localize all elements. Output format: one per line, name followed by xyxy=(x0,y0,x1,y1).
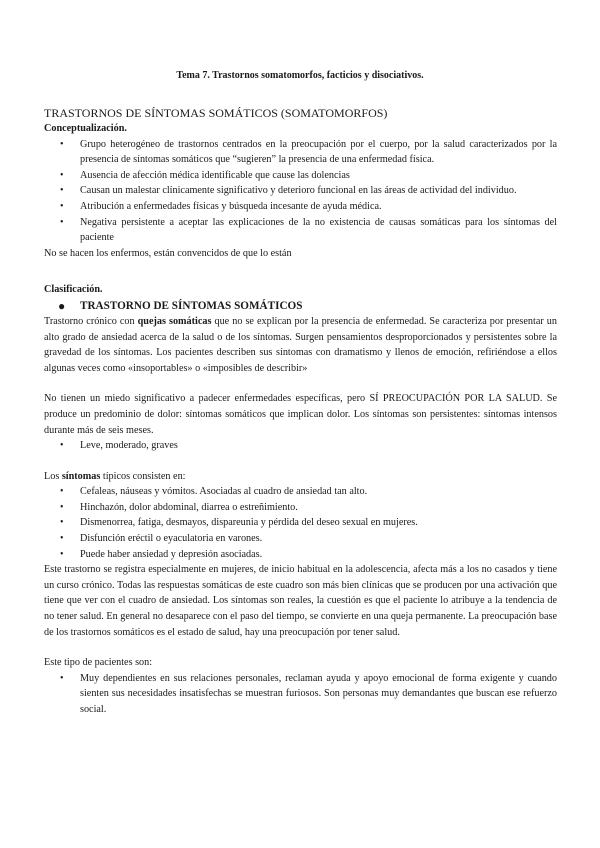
document-title: Tema 7. Trastornos somatomorfos, facticios y disociativos. xyxy=(176,70,424,81)
conceptualization-list xyxy=(44,137,557,246)
list-item: • Dismenorrea, fatiga, desmayos, dispareunia y pérdida del deseo sexual en mujeres. xyxy=(44,515,557,531)
conceptualization-note: No se hacen los enfermos, están convencidos de que lo están xyxy=(44,247,292,259)
classification-subheading xyxy=(44,298,557,314)
patients-intro: Este tipo de pacientes son: xyxy=(44,657,153,669)
intro-text: Los xyxy=(44,470,62,482)
list-item: • Negativa persistente a aceptar las explicaciones de la no existencia de causas somáticas para los síntomas del paciente xyxy=(44,215,557,246)
bold-term: síntomas xyxy=(61,470,101,482)
patients-list xyxy=(44,671,557,718)
paragraph-text: que no se explican por la presencia de enfermedad. Se caracteriza por presentar un alto grado de ansiedad acerca de la salud o de los síntomas. Surgen pensamientos desproporcionados y persistentes sobre la gravedad de los síntomas. Los pacientes describen sus síntomas con dramatismo y llenos de emoción, refiriéndose a ellos algunas veces como «insoportables» o «imposibles de describir» xyxy=(44,315,557,374)
list-item: • Grupo heterogéneo de trastornos centrados en la preocupación por el cuerpo, por la salud caracterizados por la presencia de síntomas somáticos que “sugieren” la presencia de una enfermedad física. xyxy=(44,137,557,168)
list-item: • Ausencia de afección médica identificable que cause las dolencias xyxy=(44,168,557,184)
document-body xyxy=(44,105,557,718)
paragraph-epidemiology: Este trastorno se registra especialmente en mujeres, de inicio habitual en la adolescencia, afecta más a los no casados y tiene un curso crónico. Todas las respuestas somáticas de este cuadro son más bien clínicas que se producen por una activación que tiene que ver con el cuadro de ansiedad. Los síntomas son reales, la cuestión es que el paciente lo atribuye a la tendencia de no tener salud. En general no desaparece con el paso del tiempo, se convierte en una queja permanente. La preocupación base de los trastornos somáticos es el estado de salud, hay una preocupación por tener salud. xyxy=(44,564,557,638)
classification-heading: Clasificación. xyxy=(44,284,103,296)
bullet-icon: ● xyxy=(58,298,66,313)
section-title: TRASTORNOS DE SÍNTOMAS SOMÁTICOS (SOMATOMORFOS) xyxy=(44,106,388,120)
symptoms-list xyxy=(44,484,557,562)
list-item: • Cefaleas, náuseas y vómitos. Asociadas al cuadro de ansiedad tan alto. xyxy=(44,484,557,500)
subheading-text: TRASTORNO DE SÍNTOMAS SOMÁTICOS xyxy=(80,299,303,312)
intro-text: típicos consisten en: xyxy=(100,470,186,482)
list-item: • Puede haber ansiedad y depresión asociadas. xyxy=(44,547,557,563)
list-item: • Leve, moderado, graves xyxy=(44,438,557,454)
list-item: • Hinchazón, dolor abdominal, diarrea o estreñimiento. xyxy=(44,500,557,516)
list-item: • Muy dependientes en sus relaciones personales, reclaman ayuda y apoyo emocional de forma exigente y cuando sienten sus necesidades insatisfechas se muestran furiosos. Son personas muy demandantes que buscan ese refuerzo social. xyxy=(44,671,557,718)
conceptualization-heading: Conceptualización. xyxy=(44,123,127,134)
symptoms-intro xyxy=(44,469,557,485)
bold-term: quejas somáticas xyxy=(137,315,212,327)
list-item: • Disfunción eréctil o eyaculatoria en varones. xyxy=(44,531,557,547)
paragraph-health-concern: No tienen un miedo significativo a padecer enfermedades específicas, pero SÍ PREOCUPACIÓN POR LA SALUD. Se produce un predominio de dolor: síntomas somáticos que implican dolor. Los síntomas son persistentes: síntomas intensos durante más de seis meses. xyxy=(44,393,557,436)
paragraph-definition xyxy=(44,314,557,376)
list-item: • Causan un malestar clínicamente significativo y deterioro funcional en las áreas de actividad del individuo. xyxy=(44,183,557,199)
paragraph-text: Trastorno crónico con xyxy=(44,315,138,327)
severity-list xyxy=(44,438,557,454)
list-item: • Atribución a enfermedades físicas y búsqueda incesante de ayuda médica. xyxy=(44,199,557,215)
